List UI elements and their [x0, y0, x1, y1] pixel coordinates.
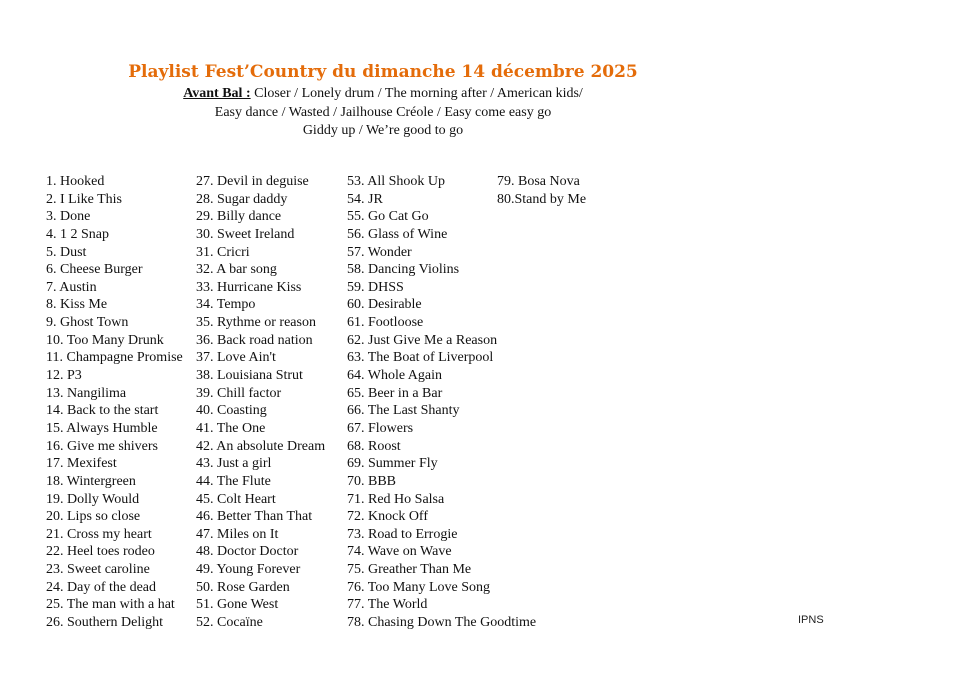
playlist-item: 68. Roost	[347, 438, 401, 454]
playlist-item: 19. Dolly Would	[46, 491, 140, 507]
playlist-item: 23. Sweet caroline	[46, 562, 150, 578]
playlist-item: 76. Too Many Love Song	[347, 579, 491, 595]
playlist-item: 59. DHSS	[347, 279, 404, 295]
playlist-item: 1. Hooked	[46, 174, 105, 189]
playlist-item: 62. Just Give Me a Reason	[347, 332, 498, 348]
playlist-item: 43. Just a girl	[196, 456, 272, 472]
playlist-item: 8. Kiss Me	[46, 297, 108, 313]
playlist-item: 60. Desirable	[347, 297, 422, 313]
playlist-column-4	[497, 173, 586, 208]
page-title: Playlist Fest’Country du dimanche 14 décembre 2025	[128, 62, 638, 82]
playlist-item: 74. Wave on Wave	[347, 544, 452, 560]
playlist-item: 6. Cheese Burger	[46, 262, 143, 278]
playlist-item: 67. Flowers	[347, 420, 414, 436]
playlist-item: 31. Cricri	[196, 244, 250, 260]
avant-bal-block	[0, 85, 766, 141]
playlist-item: 72. Knock Off	[347, 509, 429, 525]
playlist-item: 75. Greather Than Me	[347, 562, 472, 578]
playlist-item: 39. Chill factor	[196, 385, 282, 401]
playlist-item: 13. Nangilima	[46, 385, 127, 401]
playlist-item: 9. Ghost Town	[46, 315, 129, 331]
playlist-item: 56. Glass of Wine	[347, 226, 448, 242]
playlist-item: 41. The One	[196, 420, 266, 436]
playlist-item: 53. All Shook Up	[347, 174, 446, 189]
avant-bal-label: Avant Bal :	[183, 86, 251, 101]
playlist-item: 2. I Like This	[46, 191, 122, 207]
playlist-item: 73. Road to Errogie	[347, 526, 458, 542]
playlist-item: 47. Miles on It	[196, 526, 279, 542]
playlist-item: 80.Stand by Me	[497, 191, 587, 207]
playlist-item: 52. Cocaïne	[196, 615, 263, 631]
playlist-item: 49. Young Forever	[196, 562, 301, 578]
playlist-item: 29. Billy dance	[196, 209, 282, 225]
playlist-item: 7. Austin	[46, 279, 97, 295]
playlist-item: 21. Cross my heart	[46, 526, 152, 542]
playlist-column-1	[46, 173, 183, 632]
playlist-item: 50. Rose Garden	[196, 579, 290, 595]
playlist-item: 40. Coasting	[196, 403, 267, 419]
playlist-item: 70. BBB	[347, 473, 397, 489]
playlist-item: 10. Too Many Drunk	[46, 332, 164, 348]
playlist-item: 61. Footloose	[347, 315, 424, 331]
playlist-item: 69. Summer Fly	[347, 456, 438, 472]
playlist-item: 24. Day of the dead	[46, 579, 157, 595]
playlist-item: 28. Sugar daddy	[196, 191, 288, 207]
playlist-item: 38. Louisiana Strut	[196, 368, 303, 384]
playlist-item: 36. Back road nation	[196, 332, 313, 348]
playlist-item: 15. Always Humble	[46, 420, 158, 436]
playlist-item: 65. Beer in a Bar	[347, 385, 443, 401]
playlist-item: 66. The Last Shanty	[347, 403, 460, 419]
playlist-item: 37. Love Ain't	[196, 350, 276, 366]
playlist-item: 54. JR	[347, 191, 383, 207]
playlist-item: 33. Hurricane Kiss	[196, 279, 302, 295]
playlist-item: 3. Done	[46, 209, 91, 225]
playlist-item: 79. Bosa Nova	[497, 174, 580, 189]
avant-bal-line-1	[0, 85, 766, 104]
playlist-column-3	[347, 173, 536, 632]
playlist-item: 32. A bar song	[196, 262, 277, 278]
playlist-item: 58. Dancing Violins	[347, 262, 460, 278]
playlist-item: 4. 1 2 Snap	[46, 226, 109, 242]
playlist-item: 51. Gone West	[196, 597, 279, 613]
playlist-item: 71. Red Ho Salsa	[347, 491, 445, 507]
playlist-item: 30. Sweet Ireland	[196, 226, 295, 242]
avant-bal-songs-3: Giddy up / We’re good to go	[302, 123, 464, 138]
playlist-item: 57. Wonder	[347, 244, 412, 260]
playlist-item: 45. Colt Heart	[196, 491, 276, 507]
playlist-item: 11. Champagne Promise	[46, 350, 183, 366]
playlist-item: 18. Wintergreen	[46, 473, 136, 489]
playlist-item: 16. Give me shivers	[46, 438, 158, 454]
playlist-item: 46. Better Than That	[196, 509, 313, 525]
playlist-item: 26. Southern Delight	[46, 615, 164, 631]
playlist-item: 48. Doctor Doctor	[196, 544, 299, 560]
playlist-item: 34. Tempo	[196, 297, 256, 313]
avant-bal-songs-2: Easy dance / Wasted / Jailhouse Créole / Easy come easy go	[214, 104, 552, 120]
playlist-item: 42. An absolute Dream	[196, 438, 326, 454]
playlist-item: 14. Back to the start	[46, 403, 159, 419]
playlist-item: 63. The Boat of Liverpool	[347, 350, 494, 366]
playlist-item: 20. Lips so close	[46, 509, 141, 525]
playlist-item: 12. P3	[46, 368, 82, 384]
playlist-item: 77. The World	[347, 597, 428, 613]
playlist-item: 55. Go Cat Go	[347, 209, 429, 225]
playlist-column-2	[196, 173, 325, 632]
ipns-mark: IPNS	[798, 614, 824, 626]
playlist-item: 5. Dust	[46, 244, 87, 260]
playlist-item: 22. Heel toes rodeo	[46, 544, 155, 560]
playlist-item: 64. Whole Again	[347, 368, 443, 384]
playlist-item: 44. The Flute	[196, 473, 271, 489]
playlist-item: 25. The man with a hat	[46, 597, 175, 613]
playlist-item: 35. Rythme or reason	[196, 315, 316, 331]
playlist-item: 78. Chasing Down The Goodtime	[347, 615, 537, 631]
playlist-item: 27. Devil in deguise	[196, 174, 309, 189]
playlist-item: 17. Mexifest	[46, 456, 117, 472]
avant-bal-songs-1: Closer / Lonely drum / The morning after / American kids/	[250, 86, 583, 101]
